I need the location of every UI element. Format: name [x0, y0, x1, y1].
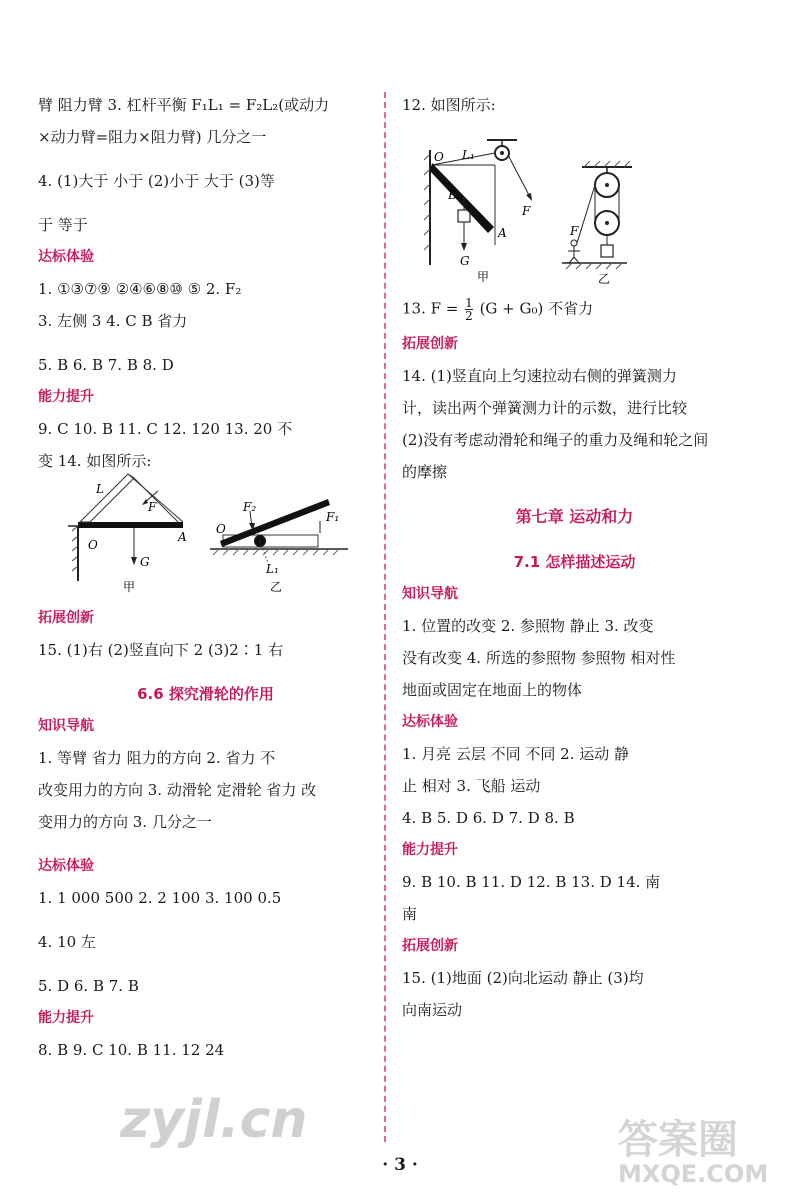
answer-line: 南 — [402, 905, 418, 923]
label-G: G — [460, 254, 470, 268]
answer-line: ×动力臂=阻力×阻力臂) 几分之一 — [38, 128, 267, 146]
label-yi: 乙 — [270, 580, 283, 594]
section-heading: 达标体验 — [38, 249, 94, 265]
answer-line: 8. B 9. C 10. B 11. 12 24 — [38, 1041, 225, 1059]
label-A: A — [178, 530, 187, 544]
lever-figure-14 — [38, 471, 373, 596]
section-heading: 能力提升 — [402, 842, 458, 858]
section-heading: 知识导航 — [38, 718, 94, 734]
label-F-yi: F — [570, 224, 579, 238]
section-heading: 知识导航 — [402, 586, 458, 602]
label-jia: 甲 — [477, 270, 490, 284]
answer-line: (2)没有考虑动滑轮和绳子的重力及绳和轮之间 — [402, 431, 709, 449]
answer-line: 9. C 10. B 11. C 12. 120 13. 20 不 — [38, 420, 293, 438]
label-G: G — [140, 555, 150, 569]
answer-line: 5. D 6. B 7. B — [38, 977, 139, 995]
answer-line: 没有改变 4. 所选的参照物 参照物 相对性 — [402, 649, 676, 667]
answer-line: 变用力的方向 3. 几分之一 — [38, 813, 212, 831]
answer-line: 止 相对 3. 飞船 运动 — [402, 777, 541, 795]
watermark-mxqe: MXQE.COM — [618, 1160, 769, 1188]
answer-line: 1. 1 000 500 2. 2 100 3. 100 0.5 — [38, 889, 282, 907]
label-yi: 乙 — [598, 272, 611, 285]
subsection-title: 7.1 怎样描述运动 — [513, 553, 636, 571]
right-column — [402, 95, 747, 1020]
section-heading: 达标体验 — [38, 858, 94, 874]
section-heading: 拓展创新 — [402, 336, 458, 352]
label-jia: 甲 — [123, 580, 136, 594]
watermark-daan: 答案圈 — [618, 1117, 738, 1163]
subsection-title: 6.6 探究滑轮的作用 — [137, 685, 274, 703]
watermark-zyjl: zyjl.cn — [120, 1090, 308, 1150]
fraction: $\frac{1}{2}$ — [465, 296, 473, 323]
label-O: O — [88, 538, 98, 552]
answer-line: 变 14. 如图所示: — [38, 452, 152, 470]
label-F: F — [522, 204, 531, 218]
page-number: · 3 · — [382, 1155, 418, 1175]
answer-line: 计，读出两个弹簧测力计的示数，进行比较 — [402, 399, 688, 417]
section-heading: 能力提升 — [38, 1010, 94, 1026]
label-L: L — [96, 482, 104, 496]
answer-line: 5. B 6. B 7. B 8. D — [38, 356, 174, 374]
label-A: A — [498, 226, 507, 240]
answer-line: 的摩擦 — [402, 463, 448, 481]
label-F: F — [148, 500, 157, 514]
label-O: O — [434, 150, 444, 164]
pulley-figure-12 — [402, 115, 747, 285]
label-F2: F₂ — [243, 500, 257, 514]
answer-line: 1. 月亮 云层 不同 不同 2. 运动 静 — [402, 745, 630, 763]
chapter-title: 第七章 运动和力 — [515, 507, 634, 526]
column-divider — [384, 92, 386, 1142]
answer-line: 4. (1)大于 小于 (2)小于 大于 (3)等 — [38, 172, 275, 190]
answer-line: 1. 位置的改变 2. 参照物 静止 3. 改变 — [402, 617, 654, 635]
answer-line: 向南运动 — [402, 1001, 463, 1019]
section-heading: 能力提升 — [38, 389, 94, 405]
answer-line: 1. ①③⑦⑨ ②④⑥⑧⑩ ⑤ 2. F₂ — [38, 280, 242, 298]
label-L1: L₁ — [266, 562, 279, 576]
answer-line: 1. 等臂 省力 阻力的方向 2. 省力 不 — [38, 749, 276, 767]
label-O2: O — [216, 522, 226, 536]
label-L1: L₁ — [462, 148, 475, 162]
answer-line-13: 13. F = $\frac{1}{2}$ (G + G₀) 不省力 — [402, 296, 594, 323]
answer-line: 9. B 10. B 11. D 12. B 13. D 14. 南 — [402, 873, 661, 891]
answer-line: 4. B 5. D 6. D 7. D 8. B — [402, 809, 575, 827]
label-F1: F₁ — [326, 510, 340, 524]
answer-line: 改变用力的方向 3. 动滑轮 定滑轮 省力 改 — [38, 781, 317, 799]
label-B: B — [448, 188, 457, 202]
answer-line: 臂 阻力臂 3. 杠杆平衡 F₁L₁ = F₂L₂(或动力 — [38, 96, 330, 114]
section-heading: 拓展创新 — [402, 938, 458, 954]
answer-line: 于 等于 — [38, 216, 88, 234]
answer-line: 地面或固定在地面上的物体 — [402, 681, 583, 699]
left-column — [38, 95, 373, 1060]
section-heading: 达标体验 — [402, 714, 458, 730]
answer-line: 4. 10 左 — [38, 933, 96, 951]
answer-line: 15. (1)地面 (2)向北运动 静止 (3)均 — [402, 969, 644, 987]
answer-line: 14. (1)竖直向上匀速拉动右侧的弹簧测力 — [402, 367, 677, 385]
answer-line: 15. (1)右 (2)竖直向下 2 (3)2∶1 右 — [38, 641, 284, 659]
answer-line: 12. 如图所示: — [402, 96, 496, 114]
answer-line: 3. 左侧 3 4. C B 省力 — [38, 312, 188, 330]
section-heading: 拓展创新 — [38, 610, 94, 626]
